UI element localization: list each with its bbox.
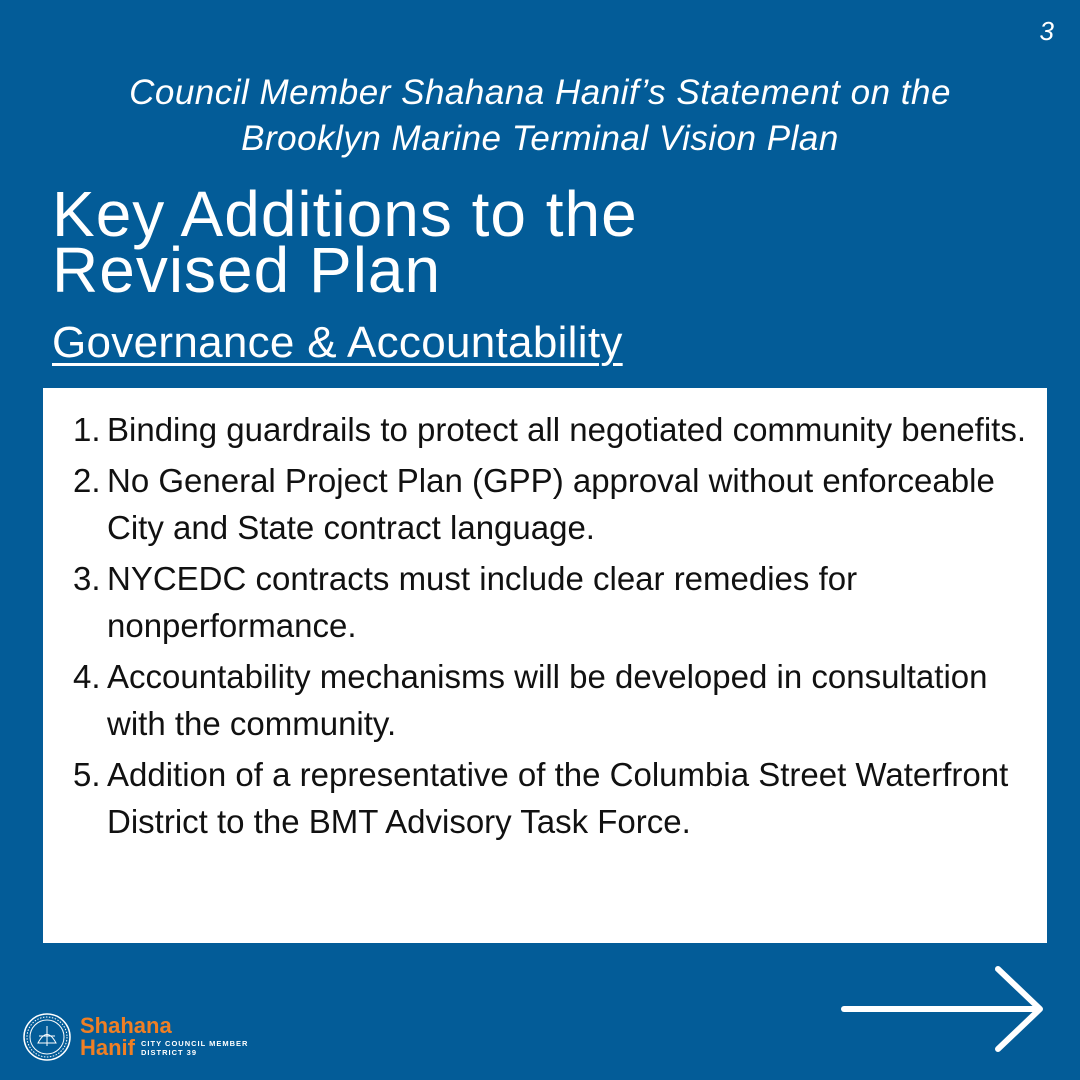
next-slide-button[interactable] [840,963,1050,1055]
list-item [43,653,1047,747]
list-item-text: Addition of a representative of the Columbia Street Waterfront District to the BMT Advisory Task Force. [107,756,1009,840]
logo-last-name: Hanif [80,1035,135,1060]
list-item-number: 2. [73,462,101,499]
logo-first-name: Shahana [80,1013,172,1038]
content-card [43,388,1047,943]
list-item-text: Accountability mechanisms will be developed in consultation with the community. [107,658,988,742]
list-item [43,555,1047,649]
list-item-number: 5. [73,756,101,793]
title-line-1: Key Additions to the [52,178,638,250]
additions-list [43,406,1047,849]
list-item-text: NYCEDC contracts must include clear remedies for nonperformance. [107,560,858,644]
list-item-number: 4. [73,658,101,695]
header-line-2: Brooklyn Marine Terminal Vision Plan [241,119,839,158]
list-item [43,406,1047,453]
list-item-text: No General Project Plan (GPP) approval without enforceable City and State contract language. [107,462,995,546]
page-title [52,178,638,306]
right-arrow-icon [840,963,1050,1055]
title-line-2: Revised Plan [52,234,442,306]
statement-header [0,70,1080,162]
header-line-1: Council Member Shahana Hanif’s Statement on the [129,73,951,112]
logo-role-line-2: DISTRICT 39 [141,1048,198,1057]
list-item [43,457,1047,551]
logo-role-line-1: CITY COUNCIL MEMBER [141,1039,249,1048]
list-item-number: 1. [73,411,101,448]
list-item-number: 3. [73,560,101,597]
logo-name [80,1015,248,1059]
list-item-text: Binding guardrails to protect all negotiated community benefits. [107,411,1027,448]
city-seal-icon [22,1012,72,1062]
section-subtitle: Governance & Accountability [52,318,623,367]
page-number: 3 [1039,16,1054,46]
council-member-logo [22,1012,248,1062]
list-item [43,751,1047,845]
logo-role [141,1039,248,1057]
